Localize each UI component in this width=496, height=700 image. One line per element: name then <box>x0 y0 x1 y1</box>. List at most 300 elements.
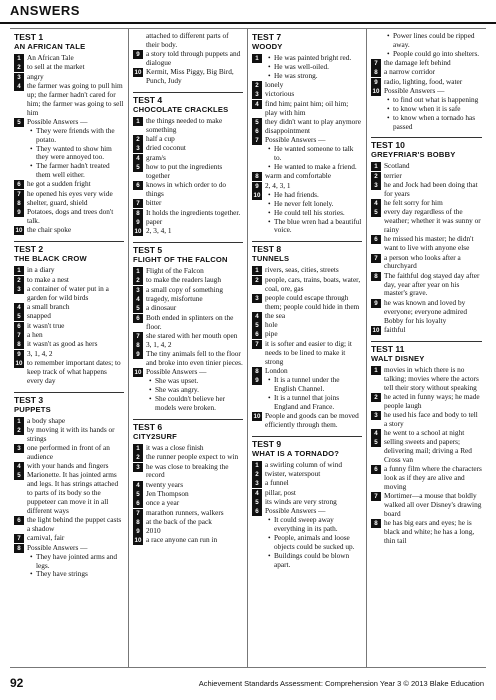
answer-text-block <box>146 199 243 208</box>
answer-number: 1 <box>133 444 143 453</box>
answer-text: 3, 1, 4, 2 <box>27 348 53 358</box>
answer-text-block <box>265 90 362 99</box>
answer-section <box>14 392 124 580</box>
answer-text: twenty years <box>146 479 184 489</box>
bullet-text: They have jointed arms and legs. <box>36 551 118 570</box>
answer-section <box>252 436 362 570</box>
answer-number: 4 <box>252 100 262 109</box>
answer-item <box>252 412 362 430</box>
answer-item <box>252 136 362 172</box>
answer-item <box>14 340 124 349</box>
answer-item <box>133 463 243 481</box>
answer-bullets <box>384 32 482 59</box>
answer-text: Both ended in splinters on the floor. <box>146 312 234 331</box>
answer-text-block <box>146 68 243 86</box>
answer-text: a narrow corridor <box>384 67 436 77</box>
answer-bullet <box>384 32 482 50</box>
bullet-dot-icon: • <box>30 569 33 579</box>
answer-item <box>14 426 124 444</box>
answer-text: a container of water put in a garden for wild birds <box>27 284 109 302</box>
answer-number: 1 <box>252 54 262 63</box>
answer-bullet <box>265 145 362 163</box>
answer-item <box>371 366 482 393</box>
answer-number: 1 <box>14 417 24 426</box>
answer-text-block <box>384 181 482 199</box>
answer-text-block <box>27 340 124 349</box>
answer-item <box>133 350 243 368</box>
answer-number: 7 <box>252 340 262 349</box>
bullet-dot-icon: • <box>387 31 390 40</box>
answer-bullet <box>27 162 124 180</box>
bullet-text: She was angry. <box>155 385 199 395</box>
answer-number: 2 <box>371 393 381 402</box>
answer-text: to make the readers laugh <box>146 275 221 285</box>
answer-bullet <box>27 127 124 145</box>
answer-number: 2 <box>133 135 143 144</box>
page-title: ANSWERS <box>10 3 80 18</box>
answer-text-block <box>265 321 362 330</box>
answer-number: 10 <box>253 191 261 199</box>
answer-number: 7 <box>14 190 24 199</box>
bullet-text: They were friends with the potato. <box>36 125 115 144</box>
answer-text-block <box>146 536 243 545</box>
answer-text: bitter <box>146 198 162 208</box>
answer-number: 3 <box>252 294 262 303</box>
test-label: TEST 4 <box>133 92 243 105</box>
bullet-dot-icon: • <box>387 94 390 104</box>
answer-bullet <box>265 552 362 570</box>
answer-item <box>371 272 482 299</box>
bullet-text: He could tell his stories. <box>274 207 345 217</box>
answer-text-block <box>27 544 124 580</box>
bullet-dot-icon: • <box>268 198 271 208</box>
answer-text: a small branch <box>27 302 70 312</box>
answer-item <box>371 299 482 326</box>
answer-number: 9 <box>14 350 24 359</box>
answer-number: 6 <box>14 322 24 331</box>
answer-item <box>371 326 482 335</box>
answer-number: 10 <box>134 228 142 236</box>
answer-text: marathon runners, walkers <box>146 507 224 517</box>
answer-text-block <box>265 412 362 430</box>
answer-bullets <box>384 96 482 132</box>
bullet-dot-icon: • <box>268 207 271 217</box>
answer-number: 5 <box>371 208 381 217</box>
answer-text-block <box>265 340 362 367</box>
answer-number: 3 <box>133 463 143 472</box>
answers-column <box>129 29 248 667</box>
answer-text: a small copy of something <box>146 284 224 294</box>
answer-text: he was known and loved by everyone; everyone admired Bobby for his loyalty <box>384 297 468 325</box>
answer-item <box>371 519 482 546</box>
answer-text-block <box>265 191 362 236</box>
bullet-text: He wanted someone to talk to. <box>274 144 354 163</box>
answer-number: 7 <box>133 199 143 208</box>
answer-text: Kermit, Miss Piggy, Big Bird, Punch, Judy <box>146 67 234 86</box>
answer-text: rivers, seas, cities, streets <box>265 265 339 275</box>
answer-text: he used his face and body to tell a story <box>384 409 478 428</box>
answer-number: 7 <box>252 136 262 145</box>
answer-text-block <box>146 117 243 135</box>
bullet-text: to find out what is happening <box>393 94 479 104</box>
answer-number: 5 <box>252 321 262 330</box>
answer-text: he acted in funny ways; he made people laugh <box>384 391 480 410</box>
bullet-text: He had friends. <box>274 189 319 199</box>
bullet-dot-icon: • <box>30 143 33 153</box>
answer-number: 10 <box>372 87 380 95</box>
answer-text: a body shape <box>27 415 66 425</box>
answer-number: 3 <box>371 411 381 420</box>
bullet-dot-icon: • <box>149 385 152 395</box>
answer-text-block <box>265 172 362 181</box>
bullet-dot-icon: • <box>268 515 271 525</box>
answer-number: 4 <box>14 462 24 471</box>
answer-number: 8 <box>14 340 24 349</box>
answer-text: Jen Thompson <box>146 488 189 498</box>
answer-text: with your hands and fingers <box>27 461 109 471</box>
bullet-text: He wanted to make a friend. <box>274 162 357 172</box>
answer-text-block <box>27 444 124 462</box>
answer-number: 6 <box>14 516 24 525</box>
answer-section <box>371 32 482 131</box>
answer-number: 5 <box>133 304 143 313</box>
answer-text: its winds are very strong <box>265 497 337 506</box>
answer-text-block <box>27 63 124 72</box>
answer-text-block <box>384 272 482 299</box>
answer-item <box>133 199 243 208</box>
answer-bullet <box>265 218 362 236</box>
answer-number: 5 <box>371 438 381 447</box>
answer-text-block <box>27 471 124 516</box>
test-label: TEST 7 <box>252 32 282 42</box>
bullet-dot-icon: • <box>387 112 390 122</box>
answer-item <box>133 368 243 413</box>
answer-text: dried coconut <box>146 143 186 153</box>
answer-text: The faithful dog stayed day after day, year after year on his master's grave. <box>384 270 480 298</box>
answer-text: the light behind the puppet casts a shadow <box>27 515 122 534</box>
answer-number: 8 <box>252 367 262 376</box>
answer-item <box>14 82 124 118</box>
answer-number: 3 <box>371 181 381 190</box>
answer-number: 4 <box>133 154 143 163</box>
test-title: PUPPETS <box>14 404 51 414</box>
answer-number: 7 <box>371 59 381 68</box>
test-title: TUNNELS <box>252 254 290 264</box>
answer-text: the things needed to make something <box>146 116 223 134</box>
answer-text-block <box>27 226 124 235</box>
answer-bullets <box>265 191 362 236</box>
answer-text: knows in which order to do things <box>146 180 227 199</box>
answer-number: 6 <box>252 330 262 339</box>
test-title: WALT DISNEY <box>371 353 425 363</box>
test-title: WOODY <box>252 42 283 51</box>
answer-item <box>371 208 482 235</box>
answer-bullet <box>265 534 362 552</box>
answer-bullet <box>265 376 362 394</box>
header-bar <box>0 0 496 24</box>
answer-text-block <box>27 208 124 226</box>
answer-text: Possible Answers — <box>265 506 326 516</box>
answer-number <box>371 32 381 41</box>
answer-number: 7 <box>371 492 381 501</box>
bullet-text: People could go into shelters. <box>393 48 480 58</box>
answer-item <box>14 63 124 72</box>
answer-text-block <box>384 326 482 335</box>
answer-text: half a cup <box>146 134 175 144</box>
answer-number: 5 <box>14 118 24 127</box>
answer-text: shelter, guard, shield <box>27 198 88 208</box>
answer-text-block <box>146 314 243 332</box>
bullet-dot-icon: • <box>268 189 271 199</box>
answer-item <box>133 453 243 462</box>
answer-number: 8 <box>14 199 24 208</box>
answer-text-block <box>384 519 482 546</box>
answer-text: a funnel <box>265 478 289 488</box>
answer-text-block <box>146 350 243 368</box>
answer-text-block <box>265 294 362 312</box>
answer-number: 7 <box>14 331 24 340</box>
answer-text: a hen <box>27 330 43 340</box>
answer-number: 6 <box>371 465 381 474</box>
answer-text-block <box>265 266 362 275</box>
answer-text-block <box>265 136 362 172</box>
answer-item <box>133 304 243 313</box>
bullet-text: The blue wren had a beautiful voice. <box>274 216 362 235</box>
answer-text: the damage left behind <box>384 58 451 68</box>
answer-text-block <box>146 227 243 236</box>
answer-item <box>371 181 482 199</box>
answer-number: 3 <box>14 285 24 294</box>
answer-item <box>371 411 482 429</box>
answer-text: lonely <box>265 80 284 90</box>
answer-number: 5 <box>252 118 262 127</box>
page-number: 92 <box>10 676 24 690</box>
answer-number: 4 <box>133 481 143 490</box>
test-label: TEST 2 <box>14 241 124 254</box>
answer-number: 7 <box>133 332 143 341</box>
answer-section <box>133 92 243 236</box>
bullet-dot-icon: • <box>268 216 271 226</box>
answer-text: snapped <box>27 311 51 321</box>
answer-number: 9 <box>133 218 143 227</box>
answer-text: paper <box>146 216 163 226</box>
bullet-dot-icon: • <box>268 53 271 62</box>
answer-item <box>14 285 124 303</box>
answer-bullets <box>27 127 124 180</box>
answer-item <box>252 294 362 312</box>
answer-item <box>133 50 243 68</box>
answer-text: it was a close finish <box>146 442 204 452</box>
answer-text: terrier <box>384 170 402 180</box>
answer-number: 3 <box>252 479 262 488</box>
answer-bullet <box>146 395 243 413</box>
answer-text-block <box>384 32 482 59</box>
answer-text-block <box>265 100 362 118</box>
bullet-text: It could sweep away everything in its path. <box>274 515 338 534</box>
answer-text: to make a nest <box>27 274 69 284</box>
answer-text-block <box>27 516 124 534</box>
answer-text: 2010 <box>146 526 161 536</box>
answer-number: 3 <box>14 444 24 453</box>
answer-item <box>252 172 362 181</box>
answer-number: 4 <box>371 199 381 208</box>
answer-number: 4 <box>14 82 24 91</box>
bullet-dot-icon: • <box>268 392 271 402</box>
answer-text: 3, 1, 4, 2 <box>146 340 172 350</box>
answer-text: Possible Answers — <box>146 367 207 377</box>
answer-text-block <box>27 359 124 386</box>
answer-number: 9 <box>252 182 262 191</box>
answer-text-block <box>265 376 362 412</box>
answer-text: warm and comfortable <box>265 171 332 181</box>
answer-number: 1 <box>371 366 381 375</box>
answer-number: 8 <box>133 341 143 350</box>
answer-text-block <box>265 276 362 294</box>
answer-item <box>252 54 362 81</box>
answer-item <box>371 68 482 77</box>
answer-text: It holds the ingredients together. <box>146 207 241 217</box>
answer-text: by moving it with its hands or strings <box>27 424 115 443</box>
test-title: GREYFRIAR'S BOBBY <box>371 150 456 160</box>
answer-bullets <box>265 376 362 412</box>
answer-number: 3 <box>133 144 143 153</box>
bullet-dot-icon: • <box>268 162 271 172</box>
answer-text: disappointment <box>265 126 310 136</box>
answers-column <box>367 29 486 667</box>
answer-text-block <box>384 366 482 393</box>
answer-text: he missed his master; he didn't want to live with anyone else <box>384 234 474 253</box>
bullet-text: Buildings could be blown apart. <box>274 550 350 569</box>
answer-text: London <box>265 365 288 375</box>
answer-text: Mortimer—a mouse that boldly walked all over Disney's drawing board <box>384 491 482 519</box>
answer-text: Possible Answers — <box>27 116 88 126</box>
answer-bullets <box>265 145 362 172</box>
bullet-text: He was strong. <box>274 70 318 80</box>
answer-text: one performed in front of an audience <box>27 443 110 461</box>
answer-item <box>14 359 124 386</box>
answer-text-block <box>146 304 243 313</box>
bullet-text: People, animals and loose objects could be sucked up. <box>274 533 355 551</box>
answer-section <box>252 32 362 235</box>
answer-number: 1 <box>252 461 262 470</box>
answer-number: 7 <box>371 254 381 263</box>
answer-number: 8 <box>252 172 262 181</box>
test-title: WHAT IS A TORNADO? <box>252 448 340 458</box>
answer-section <box>371 341 482 546</box>
answer-number: 5 <box>14 312 24 321</box>
bullet-text: She was upset. <box>155 376 199 386</box>
bullet-text: Power lines could be ripped away. <box>393 31 475 49</box>
answer-number: 8 <box>371 272 381 281</box>
answer-bullet <box>384 114 482 132</box>
answer-text: pipe <box>265 329 278 339</box>
test-label: TEST 1 <box>14 32 44 42</box>
answer-number: 8 <box>14 544 24 553</box>
answer-item <box>133 227 243 236</box>
test-label: TEST 8 <box>252 241 362 254</box>
answer-section <box>133 242 243 413</box>
answer-text: victorious <box>265 89 295 99</box>
bullet-dot-icon: • <box>268 144 271 154</box>
answer-item <box>252 90 362 99</box>
answer-number: 1 <box>14 266 24 275</box>
answer-number: 9 <box>133 527 143 536</box>
answer-bullets <box>146 377 243 413</box>
answer-text: carnival, fair <box>27 533 65 543</box>
answer-item <box>371 87 482 132</box>
answer-item <box>371 393 482 411</box>
answer-text: a swirling column of wind <box>265 459 343 469</box>
answer-number: 5 <box>14 471 24 480</box>
answer-item <box>252 276 362 294</box>
answer-number: 9 <box>371 78 381 87</box>
answer-item <box>252 376 362 412</box>
answer-item <box>371 235 482 253</box>
bullet-dot-icon: • <box>268 533 271 543</box>
answer-text-block <box>146 368 243 413</box>
answer-number: 4 <box>252 312 262 321</box>
answer-text: Potatoes, dogs and trees don't talk. <box>27 207 114 226</box>
answer-number: 9 <box>252 376 262 385</box>
answer-number <box>133 32 143 41</box>
test-label: TEST 11 <box>371 341 482 354</box>
answer-number: 9 <box>14 208 24 217</box>
answer-item <box>14 471 124 516</box>
answer-item <box>133 117 243 135</box>
answer-number: 3 <box>14 73 24 82</box>
answer-text-block <box>27 285 124 303</box>
answer-text-block <box>146 463 243 481</box>
answer-text: he went to a school at night <box>384 427 465 437</box>
test-label: TEST 10 <box>371 137 482 150</box>
answer-item <box>371 254 482 272</box>
answer-text: Marionette. It has jointed arms and legs. It has strings attached to parts of its body so the puppeteer can move it in all different ways <box>27 470 119 516</box>
answer-number: 10 <box>15 227 23 235</box>
answer-text: faithful <box>384 324 406 334</box>
answer-text-block <box>384 438 482 465</box>
answer-number: 2 <box>252 81 262 90</box>
answer-item <box>133 536 243 545</box>
answer-number: 9 <box>133 50 143 59</box>
footer <box>0 672 496 700</box>
answer-section <box>252 241 362 429</box>
answer-section <box>133 32 243 86</box>
answer-text: a funny film where the characters look as if they are alive and moving <box>384 464 482 492</box>
answer-section <box>14 32 124 235</box>
answer-text-block <box>384 68 482 77</box>
bullet-dot-icon: • <box>268 70 271 80</box>
answer-item <box>133 163 243 181</box>
answer-text: how to put the ingredients together <box>146 162 223 180</box>
answer-item <box>252 100 362 118</box>
bullet-text: It is a tunnel under the English Channel. <box>274 375 340 393</box>
answer-number: 2 <box>371 172 381 181</box>
answer-text-block <box>384 162 482 171</box>
answer-number: 2 <box>14 63 24 72</box>
answer-number: 10 <box>15 359 23 367</box>
answer-item <box>252 507 362 569</box>
answer-text-block <box>146 144 243 153</box>
answer-text-block <box>27 118 124 180</box>
bullet-dot-icon: • <box>149 394 152 404</box>
answer-item <box>252 191 362 236</box>
answer-item <box>252 340 362 367</box>
answers-column <box>10 29 129 667</box>
answer-text: Flight of the Falcon <box>146 266 204 276</box>
answer-text: a race anyone can run in <box>146 535 218 545</box>
answer-text: the sea <box>265 310 286 320</box>
bullet-dot-icon: • <box>268 61 271 71</box>
